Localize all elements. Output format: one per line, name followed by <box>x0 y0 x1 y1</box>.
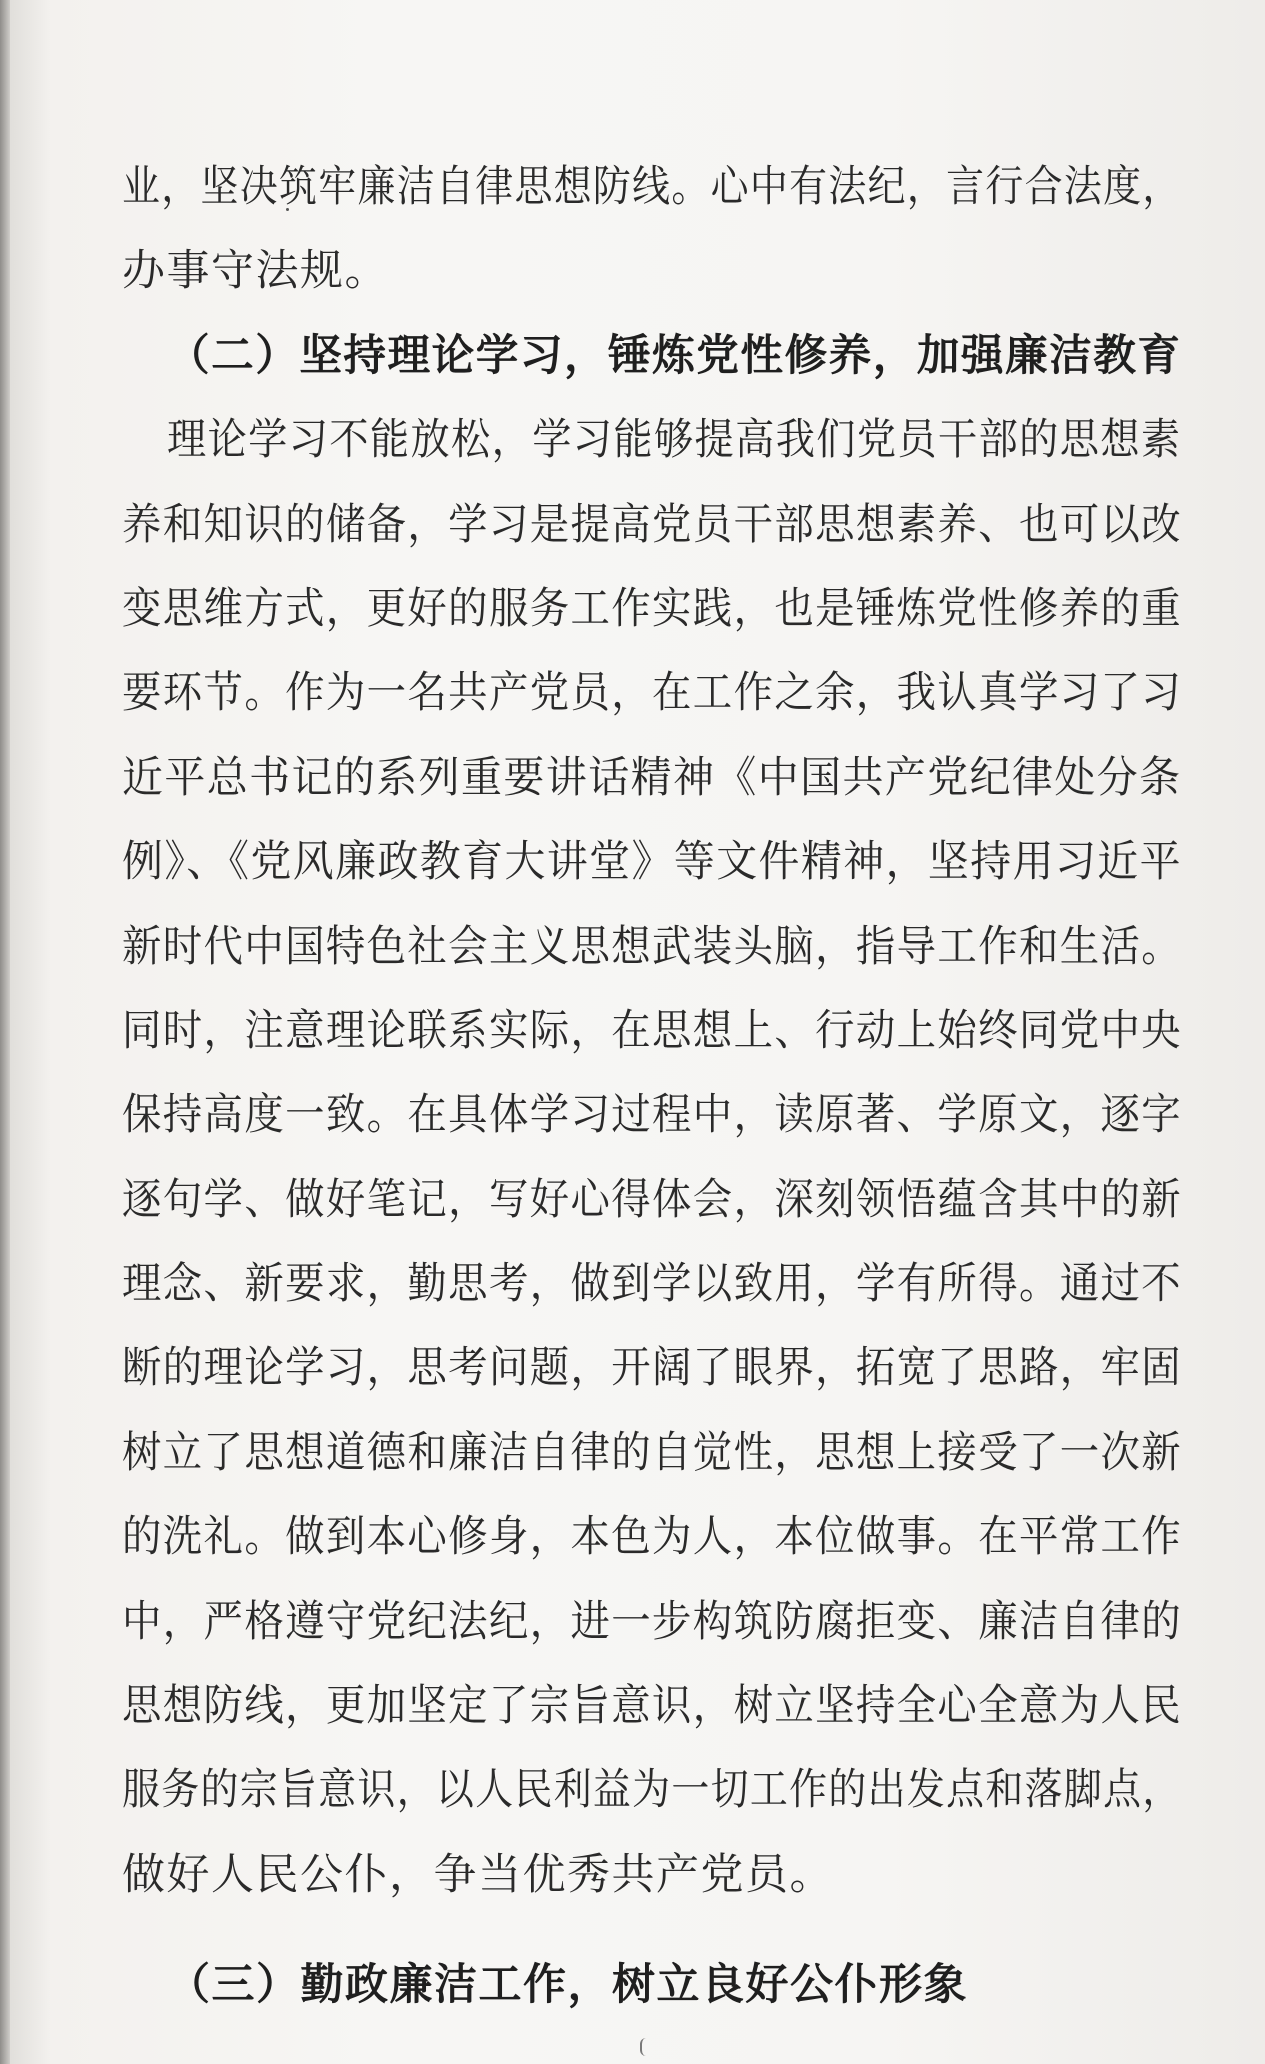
text-line <box>122 820 1182 904</box>
line-text: 树立了思想道德和廉洁自律的自觉性，思想上接受了一次新 <box>122 1427 1183 1478</box>
text-line <box>122 1073 1182 1157</box>
paragraph-gap <box>122 1917 1182 1943</box>
line-text: 保持高度一致。在具体学习过程中，读原著、学原文，逐字 <box>122 1090 1183 1141</box>
text-line <box>122 905 1182 989</box>
line-text: 服务的宗旨意识，以人民利益为一切工作的出发点和落脚点， <box>122 1765 1182 1816</box>
heading-text: （三）勤政廉洁工作，树立良好公仆形象 <box>167 1960 968 2011</box>
text-line <box>122 567 1182 651</box>
line-text: 同时，注意理论联系实际，在思想上、行动上始终同党中央 <box>122 1005 1183 1056</box>
section-heading <box>122 314 1182 398</box>
text-line <box>122 1411 1182 1495</box>
line-text: 办事守法规。 <box>122 246 389 297</box>
heading-text: （二）坚持理论学习，锤炼党性修养，加强廉洁教育 <box>167 330 1182 381</box>
page-bottom-mark <box>640 2038 650 2056</box>
text-line <box>122 1833 1182 1917</box>
line-text: 养和知识的储备，学习是提高党员干部思想素养、也可以改 <box>122 499 1183 550</box>
text-line <box>122 1748 1182 1832</box>
text-line <box>122 989 1182 1073</box>
text-line <box>122 1664 1182 1748</box>
line-text: 中，严格遵守党纪法纪，进一步构筑防腐拒变、廉洁自律的 <box>122 1596 1183 1647</box>
text-line <box>122 1495 1182 1579</box>
line-text: 的洗礼。做到本心修身，本色为人，本位做事。在平常工作 <box>122 1512 1183 1563</box>
text-line <box>122 651 1182 735</box>
section-heading <box>122 1943 1182 2027</box>
text-line <box>122 229 1182 313</box>
body-text <box>122 145 1182 2028</box>
text-line <box>122 483 1182 567</box>
line-text: 例》、《党风廉政教育大讲堂》等文件精神，坚持用习近平 <box>122 837 1182 888</box>
text-line <box>122 1242 1182 1326</box>
line-text: 逐句学、做好笔记，写好心得体会，深刻领悟蕴含其中的新 <box>122 1174 1183 1225</box>
line-text: 变思维方式，更好的服务工作实践，也是锤炼党性修养的重 <box>122 583 1183 634</box>
line-text: 理论学习不能放松，学习能够提高我们党员干部的思想素 <box>167 415 1182 466</box>
line-text: 做好人民公仆，争当优秀共产党员。 <box>122 1849 834 1900</box>
text-line <box>122 145 1182 229</box>
line-text: 新时代中国特色社会主义思想武装头脑，指导工作和生活。 <box>122 921 1183 972</box>
line-text: 业，坚决筑牢廉洁自律思想防线。心中有法纪，言行合法度， <box>122 162 1182 212</box>
text-line <box>122 398 1182 482</box>
line-text: 断的理论学习，思考问题，开阔了眼界，拓宽了思路，牢固 <box>122 1343 1183 1394</box>
line-text: 要环节。作为一名共产党员，在工作之余，我认真学习了习 <box>122 668 1183 719</box>
text-line <box>122 1580 1182 1664</box>
text-line <box>122 1158 1182 1242</box>
line-text: 思想防线，更加坚定了宗旨意识，树立坚持全心全意为人民 <box>122 1681 1183 1732</box>
line-text: 理念、新要求，勤思考，做到学以致用，学有所得。通过不 <box>122 1259 1183 1310</box>
text-line <box>122 1326 1182 1410</box>
text-line <box>122 736 1182 820</box>
line-text: 近平总书记的系列重要讲话精神《中国共产党纪律处分条 <box>122 752 1182 803</box>
page-binding-edge <box>0 0 10 2064</box>
